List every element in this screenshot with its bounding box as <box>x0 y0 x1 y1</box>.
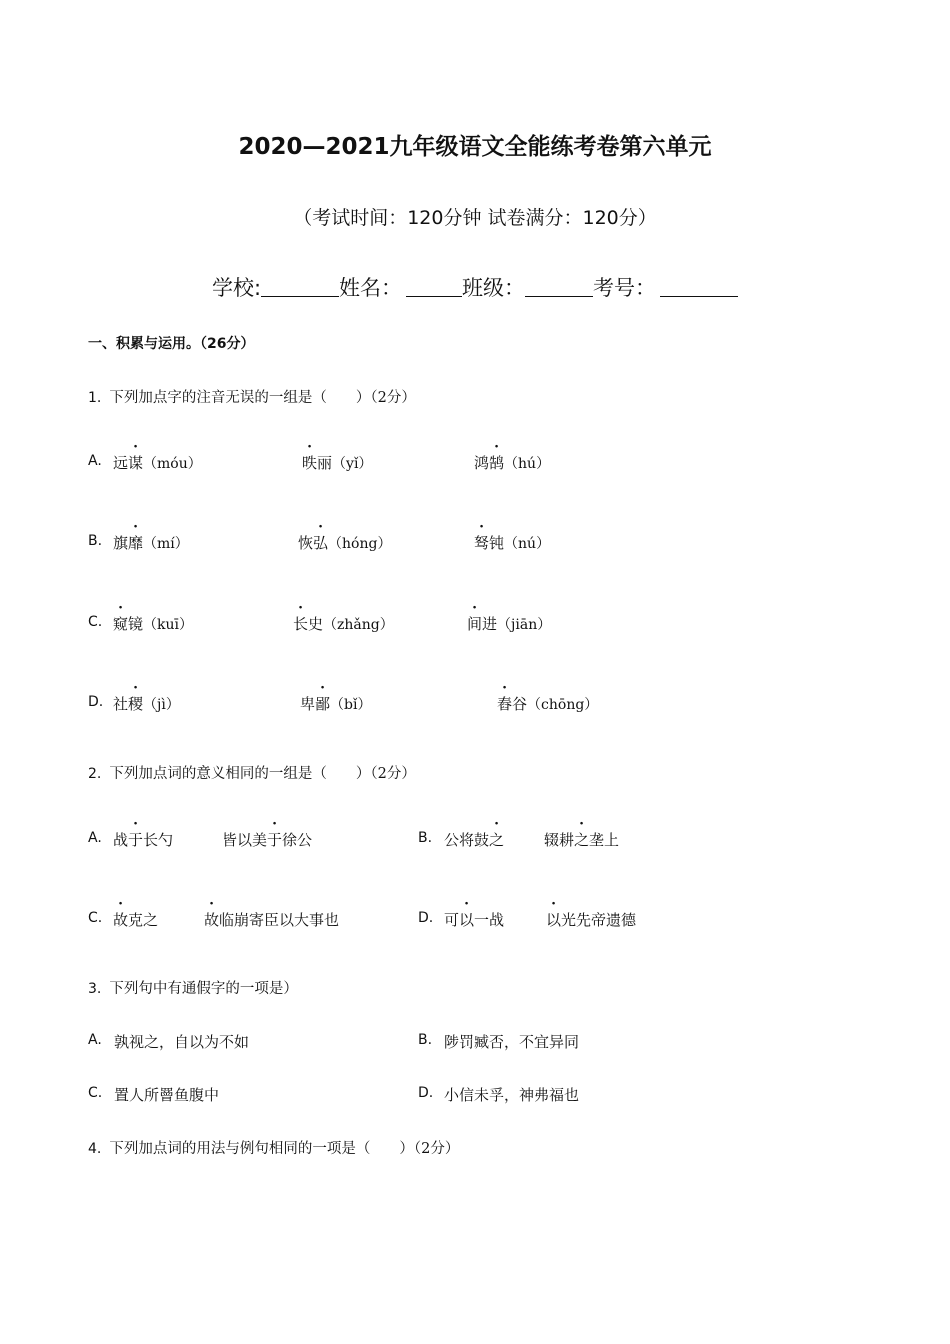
plain-text: 可 <box>444 911 460 929</box>
pinyin: （bǐ） <box>330 697 372 713</box>
phrase <box>544 831 619 849</box>
plain-text: 恢 <box>298 534 314 552</box>
word <box>293 615 323 633</box>
question-text: 下列加点词的意义相同的一组是（ ）（2分） <box>109 766 416 782</box>
phrase <box>444 831 504 849</box>
word <box>300 695 330 713</box>
plain-text: 光先帝遗德 <box>561 911 637 929</box>
exam-title: 2020—2021九年级语文全能练考卷第六单元 <box>238 134 712 160</box>
pinyin-item <box>474 532 550 553</box>
pinyin: （kuī） <box>143 617 194 633</box>
option-label: A. <box>88 1032 102 1048</box>
name-label: 姓名： <box>339 276 403 300</box>
option-label: B. <box>418 1032 433 1048</box>
pinyin: （mí） <box>143 536 189 552</box>
option-text: 陟罚臧否，不宜异同 <box>444 1033 580 1051</box>
word <box>298 534 328 552</box>
emphasized-char: 长 <box>293 615 309 633</box>
emphasized-char: 舂 <box>497 695 513 713</box>
question-4-stem <box>88 1137 459 1158</box>
plain-text: 钝 <box>489 534 505 552</box>
question-1-stem <box>88 386 416 407</box>
phrase <box>204 911 339 929</box>
emphasized-char: 鹄 <box>489 454 505 472</box>
class-label: 班级： <box>462 276 526 300</box>
emphasized-char: 故 <box>113 911 129 929</box>
pinyin: （jì） <box>143 697 180 713</box>
question-number: 4. <box>88 1141 102 1157</box>
option-phrase-a <box>444 909 504 930</box>
plain-text: 长勺 <box>143 831 174 849</box>
word <box>474 454 504 472</box>
plain-text: 镜 <box>128 615 144 633</box>
word <box>467 615 497 633</box>
pinyin-item <box>293 613 394 634</box>
pinyin-item <box>497 693 598 714</box>
plain-text: 徐公 <box>282 831 313 849</box>
pinyin-item <box>113 532 189 553</box>
pinyin-item <box>113 613 193 634</box>
option-label: A. <box>88 453 102 469</box>
pinyin: （zhǎng） <box>323 617 394 633</box>
plain-text: 一战 <box>474 911 505 929</box>
word <box>474 534 504 552</box>
question-3-stem <box>88 977 298 998</box>
option-label: C. <box>88 910 103 926</box>
emphasized-char: 间 <box>467 615 483 633</box>
emphasized-char: 之 <box>489 831 505 849</box>
pinyin: （nú） <box>504 536 551 552</box>
exam-subtitle: （考试时间：120分钟 试卷满分：120分） <box>293 207 657 229</box>
plain-text: 战 <box>113 831 129 849</box>
plain-text: 谷 <box>512 695 528 713</box>
phrase <box>222 831 312 849</box>
word <box>302 454 332 472</box>
plain-text: 辍耕 <box>544 831 575 849</box>
question-number: 1. <box>88 390 102 406</box>
pinyin: （hóng） <box>328 536 392 552</box>
pinyin: （móu） <box>143 456 202 472</box>
option-label: C. <box>88 614 103 630</box>
school-label: 学校: <box>211 276 262 300</box>
question-text: 下列加点词的用法与例句相同的一项是（ ）（2分） <box>109 1141 460 1157</box>
emphasized-char: 靡 <box>128 534 144 552</box>
phrase <box>444 911 504 929</box>
plain-text: 克之 <box>128 911 159 929</box>
plain-text: 皆以美 <box>222 831 268 849</box>
phrase <box>113 911 158 929</box>
plain-text: 临崩寄臣以大事也 <box>219 911 340 929</box>
option-phrase-a <box>444 829 504 850</box>
option-text: 孰视之，自以为不如 <box>114 1033 250 1051</box>
emphasized-char: 于 <box>128 831 144 849</box>
option-phrase-b <box>204 909 339 930</box>
plain-text: 旗 <box>113 534 129 552</box>
option-label: B. <box>418 830 433 846</box>
pinyin-item <box>474 452 550 473</box>
option-label: D. <box>418 1085 434 1101</box>
word <box>497 695 527 713</box>
student-info-line <box>0 272 950 302</box>
option-phrase-b <box>544 829 619 850</box>
option-label: D. <box>88 694 104 710</box>
plain-text: 社 <box>113 695 129 713</box>
option-phrase-b <box>222 829 312 850</box>
exam-number-blank[interactable] <box>660 276 738 297</box>
option-text: 小信未孚，神弗福也 <box>444 1086 580 1104</box>
emphasized-char: 之 <box>574 831 590 849</box>
exam-number-label: 考号： <box>593 276 657 300</box>
pinyin-item <box>467 613 551 634</box>
emphasized-char: 窥 <box>113 615 129 633</box>
emphasized-char: 昳 <box>302 454 318 472</box>
plain-text: 垄上 <box>589 831 620 849</box>
plain-text: 丽 <box>317 454 333 472</box>
phrase <box>546 911 636 929</box>
name-blank[interactable] <box>406 276 462 297</box>
question-number: 2. <box>88 766 102 782</box>
emphasized-char: 于 <box>267 831 283 849</box>
question-number: 3. <box>88 981 102 997</box>
section-heading: 一、积累与运用。（26分） <box>88 336 255 352</box>
option-phrase-b <box>546 909 636 930</box>
pinyin-item <box>298 532 391 553</box>
plain-text: 卑 <box>300 695 316 713</box>
option-label: D. <box>418 910 434 926</box>
school-blank[interactable] <box>261 276 339 297</box>
option-phrase-a <box>113 829 173 850</box>
pinyin: （hú） <box>504 456 551 472</box>
pinyin-item <box>300 693 371 714</box>
word <box>113 534 143 552</box>
plain-text: 公将鼓 <box>444 831 490 849</box>
emphasized-char: 驽 <box>474 534 490 552</box>
phrase <box>113 831 173 849</box>
question-2-stem <box>88 762 416 783</box>
plain-text: 鸿 <box>474 454 490 472</box>
question-text: 下列句中有通假字的一项是） <box>109 981 298 997</box>
pinyin-item <box>302 452 372 473</box>
option-label: B. <box>88 533 103 549</box>
pinyin: （yǐ） <box>332 456 373 472</box>
pinyin-item <box>113 452 202 473</box>
pinyin: （chōng） <box>527 697 599 713</box>
word <box>113 454 143 472</box>
emphasized-char: 以 <box>459 911 475 929</box>
option-phrase-a <box>113 909 158 930</box>
emphasized-char: 鄙 <box>315 695 331 713</box>
plain-text: 史 <box>308 615 324 633</box>
option-label: A. <box>88 830 102 846</box>
pinyin-item <box>113 693 180 714</box>
plain-text: 远 <box>113 454 129 472</box>
emphasized-char: 故 <box>204 911 220 929</box>
emphasized-char: 谋 <box>128 454 144 472</box>
word <box>113 695 143 713</box>
emphasized-char: 以 <box>546 911 562 929</box>
pinyin: （jiān） <box>497 617 552 633</box>
class-blank[interactable] <box>525 276 593 297</box>
plain-text: 进 <box>482 615 498 633</box>
word <box>113 615 143 633</box>
emphasized-char: 弘 <box>313 534 329 552</box>
question-text: 下列加点字的注音无误的一组是（ ）（2分） <box>109 390 416 406</box>
emphasized-char: 稷 <box>128 695 144 713</box>
option-text: 置人所罾鱼腹中 <box>114 1086 220 1104</box>
option-label: C. <box>88 1085 103 1101</box>
